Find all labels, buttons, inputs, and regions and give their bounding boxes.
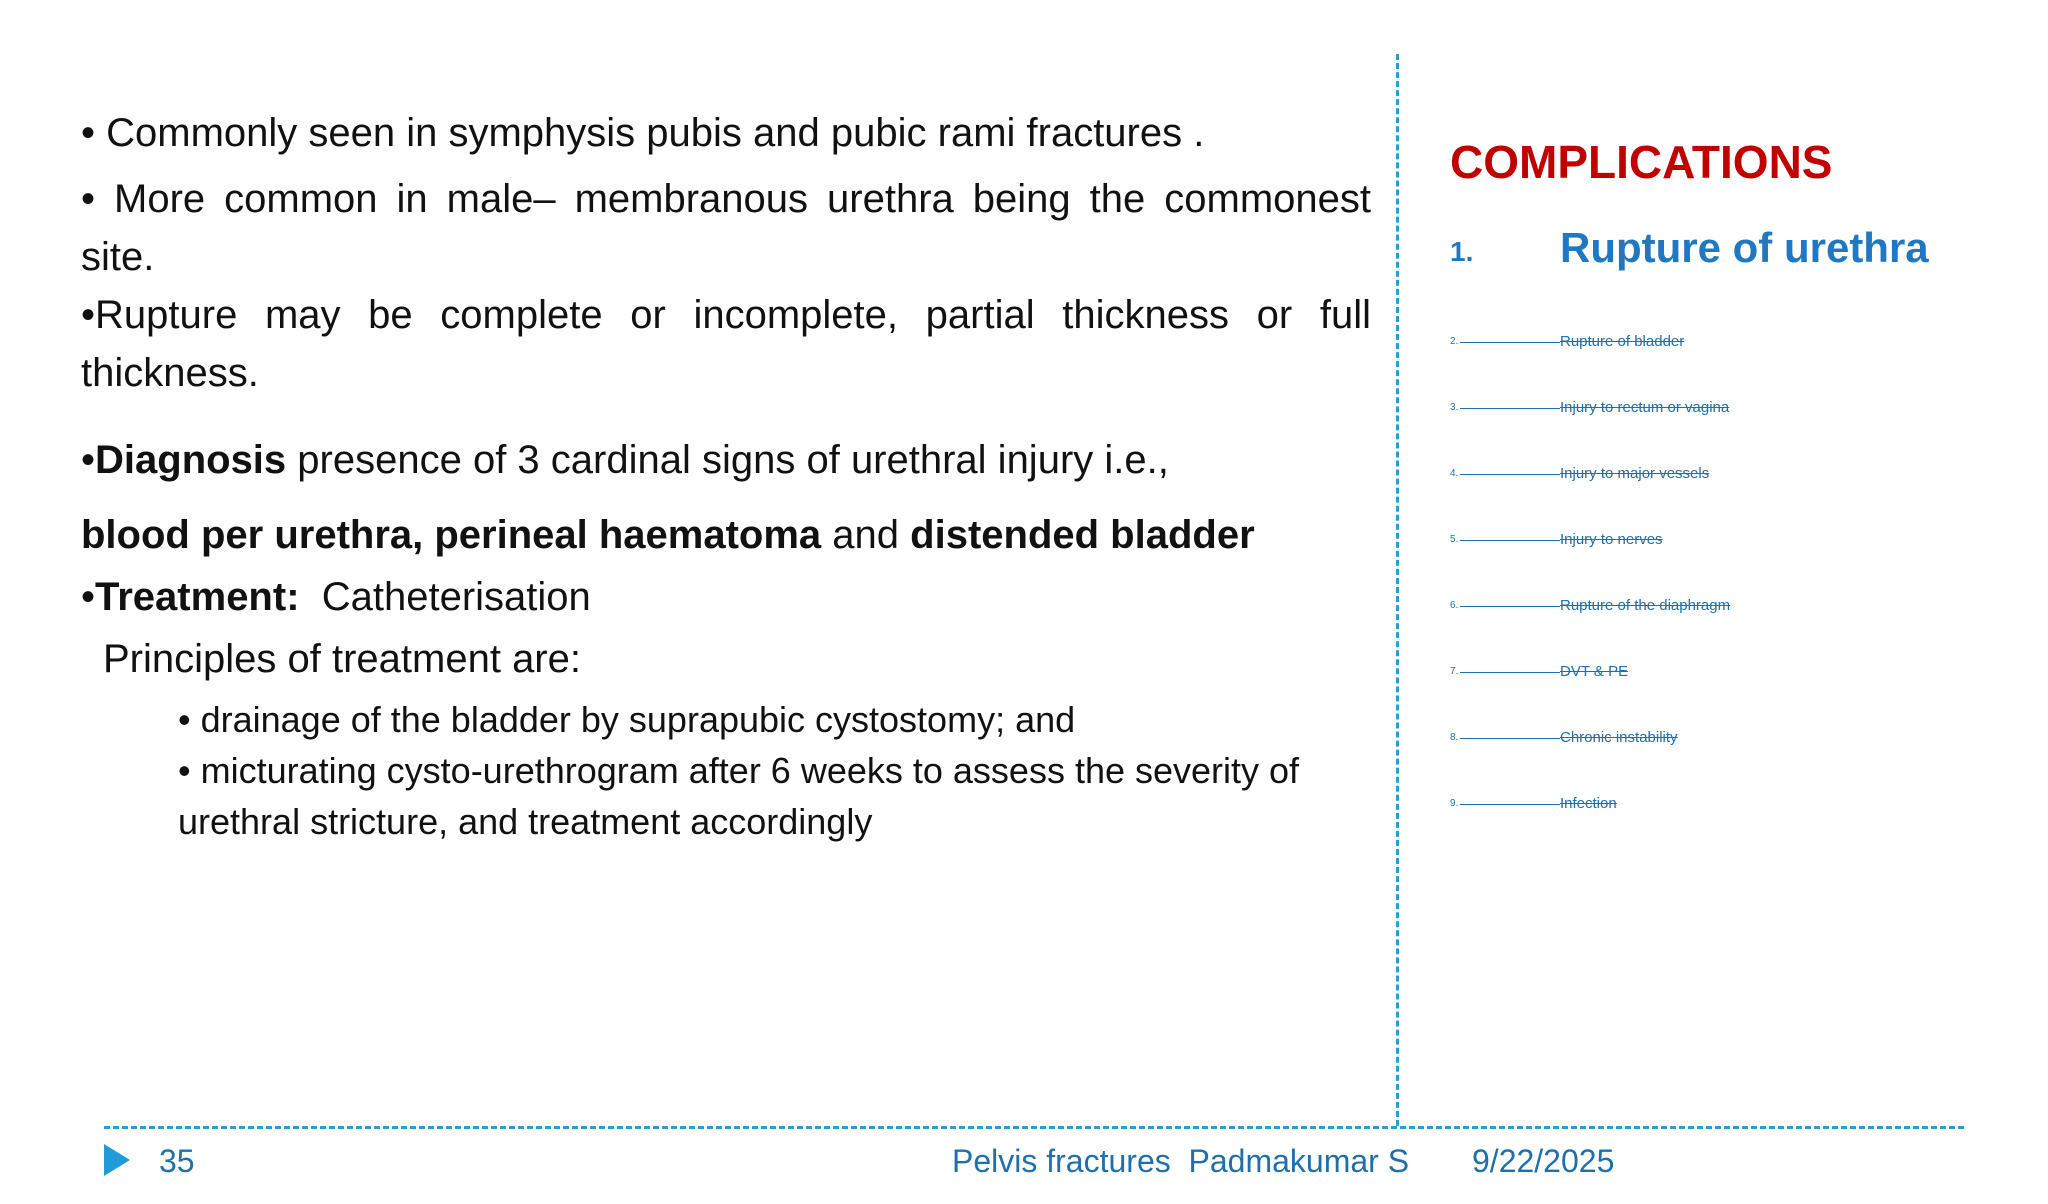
- complication-item: [1450, 464, 1890, 484]
- complication-label: Chronic instability: [1560, 729, 1678, 746]
- complication-label: Injury to major vessels: [1560, 465, 1710, 482]
- cardinal-signs-and: and: [821, 513, 911, 557]
- bullet-rupture-type: •Rupture may be complete or incomplete, partial thickness or full thickness.: [81, 293, 1371, 395]
- slide-number: 35: [159, 1143, 195, 1179]
- cardinal-signs-bold-2: distended bladder: [910, 513, 1255, 557]
- complication-item: [1450, 398, 1890, 418]
- complication-label: Rupture of the diaphragm: [1560, 597, 1731, 614]
- diagnosis-label: Diagnosis: [95, 438, 287, 482]
- complication-item: [1450, 662, 1890, 682]
- complications-panel: [1450, 130, 2010, 812]
- main-content: [81, 104, 1371, 847]
- diagnosis-bullet: •: [81, 438, 96, 482]
- list-item: • micturating cysto-urethrogram after 6 weeks to assess the severity of urethral stricture, and treatment accordingly: [178, 750, 1300, 842]
- bullet-common-site: • Commonly seen in symphysis pubis and pubic rami fractures .: [81, 111, 1205, 155]
- footer-title: Pelvis fractures Padmakumar S: [952, 1143, 1410, 1179]
- complication-label: Injury to nerves: [1560, 531, 1663, 548]
- list-item: • drainage of the bladder by suprapubic cystostomy; and: [178, 699, 1076, 740]
- treatment-principles-list: [178, 694, 1371, 847]
- principles-heading: Principles of treatment are:: [103, 637, 581, 681]
- complication-label: DVT & PE: [1560, 663, 1629, 680]
- treatment-label: Treatment:: [95, 575, 300, 619]
- complication-item: [1450, 596, 1890, 616]
- complication-number: 2.: [1450, 336, 1459, 347]
- complication-label: Injury to rectum or vagina: [1560, 399, 1730, 416]
- complication-number: 5.: [1450, 534, 1459, 545]
- strike-line: [1460, 672, 1560, 673]
- complication-number: 4.: [1450, 468, 1459, 479]
- strike-line: [1460, 540, 1560, 541]
- strike-line: [1460, 342, 1560, 343]
- footer-divider: [104, 1126, 1964, 1129]
- complication-label: Infection: [1560, 795, 1617, 812]
- cardinal-signs: [81, 506, 1371, 564]
- treatment-text: Catheterisation: [299, 575, 591, 619]
- complication-label: Rupture of bladder: [1560, 333, 1685, 350]
- bullet-more-common-male: • More common in male– membranous urethra being the commonest site.: [81, 177, 1371, 279]
- strike-line: [1460, 408, 1560, 409]
- diagnosis-text: presence of 3 cardinal signs of urethral injury i.e.,: [286, 438, 1169, 482]
- complication-item: [1450, 530, 1890, 550]
- complication-item: [1450, 728, 1890, 748]
- bullet-treatment: [81, 568, 1371, 626]
- footer-date: 9/22/2025: [1472, 1143, 1615, 1179]
- complication-label: Rupture of urethra: [1560, 224, 1929, 271]
- complication-number: 1.: [1450, 236, 1474, 267]
- complication-number: 9.: [1450, 798, 1459, 809]
- strike-line: [1460, 474, 1560, 475]
- complication-item: [1450, 794, 1890, 814]
- bullet-diagnosis: [81, 416, 1371, 504]
- complication-item: [1450, 332, 1890, 352]
- strike-line: [1460, 606, 1560, 607]
- complication-number: 8.: [1450, 732, 1459, 743]
- treatment-bullet: •: [81, 575, 96, 619]
- complication-number: 3.: [1450, 402, 1459, 413]
- complications-heading: COMPLICATIONS: [1450, 136, 1833, 188]
- vertical-divider: [1396, 54, 1399, 1126]
- complication-number: 6.: [1450, 600, 1459, 611]
- play-arrow-icon: [104, 1144, 130, 1176]
- cardinal-signs-bold-1: blood per urethra, perineal haematoma: [81, 513, 822, 557]
- strike-line: [1460, 804, 1560, 805]
- strike-line: [1460, 738, 1560, 739]
- complication-number: 7.: [1450, 666, 1459, 677]
